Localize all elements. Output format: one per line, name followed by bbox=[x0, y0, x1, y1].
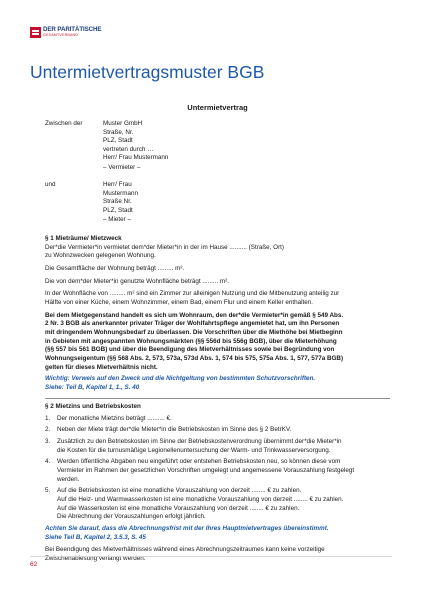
party-address bbox=[103, 181, 138, 225]
paragraph-line: Hälfte von einer Küche, einem Wohnzimmer, einem Bad, einem Flur und einem Keller enthalten. bbox=[45, 298, 313, 306]
address-line: Herr/ Frau Mustermann bbox=[103, 154, 169, 162]
paragraph-line: 2 Nr. 3 BGB als anerkannter privater Träger der Wohlfahrtspflege angemietet hat, um ihn Personen bbox=[45, 320, 340, 328]
list-line: werden. bbox=[57, 475, 80, 483]
used-area-line: Die von dem*der Mieter*in genutzte Wohnfläche beträgt ......... m². bbox=[45, 277, 229, 285]
section-2-list bbox=[45, 415, 390, 523]
list-line: Die Abrechnung der Vorauszahlungen erfolgt jährlich. bbox=[57, 513, 206, 521]
paragraph-line: In der Wohnfläche von ......... m² sind ein Zimmer zur alleinigen Nutzung und die Mitbenutzung anteilig zur bbox=[45, 290, 340, 298]
footer-divider bbox=[30, 556, 392, 557]
page-title: Untermietvertragsmuster BGB bbox=[30, 62, 265, 82]
logo-mark-icon bbox=[30, 27, 41, 38]
list-line: Werden öffentliche Abgaben neu eingeführt oder entstehen Betriebskosten neu, so können diese vom bbox=[57, 458, 341, 466]
list-line: Neben der Miete trägt der*die Mieter*in die Betriebskosten im Sinne des § 2 BetrKV. bbox=[57, 426, 292, 434]
paragraph-line: Der*die Vermieter*in vermietet dem*der Mieter*in in der im Hause .......... (Straße, Ort) bbox=[45, 243, 285, 251]
paragraph-line: Wohnungseigentum (§§ 568 Abs. 2, 573, 573a, 573d Abs. 1, 574 bis 575, 575a Abs. 1, 577, 577a BGB) bbox=[45, 355, 344, 363]
paragraph-line: Zwischenablesung verlangt werden. bbox=[45, 555, 146, 563]
section-divider bbox=[45, 398, 390, 399]
contract-heading: Untermietvertrag bbox=[187, 103, 248, 112]
list-number: 4. bbox=[45, 458, 51, 466]
list-item bbox=[45, 426, 390, 435]
list-item bbox=[45, 487, 390, 522]
address-line: Mustermann bbox=[103, 189, 138, 197]
logo-text bbox=[43, 27, 101, 38]
list-line: Auf die Heiz- und Warmwasserkosten ist eine monatliche Vorauszahlung von derzeit ........ € zu zahlen. bbox=[57, 496, 344, 504]
list-text bbox=[57, 415, 172, 424]
list-number: 2. bbox=[45, 426, 51, 434]
party-label: Zwischen der bbox=[45, 120, 83, 128]
note-line: Achten Sie darauf, dass die Abrechnungsfrist mit der Ihres Hauptmietvertrages übereinstimmt. bbox=[45, 525, 329, 533]
total-area-line: Die Gesamtfläche der Wohnung beträgt ......... m². bbox=[45, 264, 185, 272]
legal-basis-paragraph bbox=[45, 312, 390, 373]
list-item bbox=[45, 415, 390, 424]
contract-body bbox=[45, 103, 390, 564]
section-2-heading: § 2 Mietzins und Betriebskosten bbox=[45, 402, 141, 410]
address-line: Herr/ Frau bbox=[103, 181, 132, 189]
list-line: Auf die Wasserkosten ist eine monatliche Vorauszahlung von derzeit ........ € zu zahlen. bbox=[57, 504, 300, 512]
list-line: Der monatliche Mietzins beträgt .......... €. bbox=[57, 414, 172, 422]
publisher-logo bbox=[30, 27, 101, 38]
logo-main-text: DER PARITÄTISCHE bbox=[43, 26, 102, 33]
list-number: 5. bbox=[45, 487, 51, 495]
logo-sub-text: GESAMTVERBAND bbox=[43, 33, 79, 38]
paragraph-line: mit dringendem Wohnungsbedarf zu überlassen. Die Vorschriften über die Miethöhe bei Mietbeginn bbox=[45, 329, 343, 337]
address-line: Muster GmbH bbox=[103, 120, 143, 128]
address-line: PLZ, Stadt bbox=[103, 206, 133, 214]
party-role: – Vermieter – bbox=[103, 163, 141, 171]
party-landlord bbox=[45, 120, 390, 172]
party-label: und bbox=[45, 181, 56, 189]
list-item bbox=[45, 458, 390, 484]
list-text bbox=[57, 438, 342, 455]
list-line: Auf die Betriebskosten ist eine monatliche Vorauszahlung von derzeit ........ € zu zahlen. bbox=[57, 487, 302, 495]
note-line: Siehe Teil B, Kapitel 2, 3.5.3, S. 45 bbox=[45, 533, 146, 541]
note-line: Wichtig: Verweis auf den Zweck und die Nichtgeltung von bestimmten Schutzvorschriften. bbox=[45, 375, 316, 383]
address-line: PLZ, Stadt bbox=[103, 137, 133, 145]
list-item bbox=[45, 438, 390, 455]
party-tenant bbox=[45, 181, 390, 225]
list-text bbox=[57, 458, 354, 484]
page-number: 62 bbox=[30, 561, 38, 568]
list-number: 1. bbox=[45, 414, 51, 422]
paragraph-line: in Gebieten mit angespannten Wohnungsmärkten (§§ 556d bis 556g BGB), über die Mieterhöhung bbox=[45, 337, 337, 345]
room-usage-paragraph bbox=[45, 290, 390, 307]
list-line: Vermieter im Rahmen der gesetzlichen Vorschriften umgelegt und angemessene Vorauszahlung festgelegt bbox=[57, 466, 355, 474]
list-text bbox=[57, 426, 291, 435]
address-line: Straße Nr. bbox=[103, 198, 132, 206]
list-number: 3. bbox=[45, 437, 51, 445]
list-line: die Kosten für die turnusmäßige Legionellenuntersuchung der Warm- und Trinkwasserversorgung. bbox=[57, 446, 331, 454]
party-role: – Mieter – bbox=[103, 216, 131, 224]
section-1-paragraph bbox=[45, 244, 390, 261]
list-text bbox=[57, 487, 343, 522]
paragraph-line: gelten für dieses Mietverhältnis nicht. bbox=[45, 363, 158, 371]
party-address bbox=[103, 120, 168, 172]
section-1-heading: § 1 Mieträume/ Mietzweck bbox=[45, 234, 122, 242]
address-line: Straße, Nr. bbox=[103, 128, 134, 136]
list-line: Zusätzlich zu den Betriebskosten im Sinne der Betriebskostenverordnung übernimmt der*die Mieter*in bbox=[57, 437, 342, 445]
note-line: Siehe: Teil B, Kapitel 1, 1., S. 40 bbox=[45, 384, 140, 392]
paragraph-line: Bei dem Mietgegenstand handelt es sich um Wohnraum, den der*die Vermieter*in gemäß § 549 Abs. bbox=[45, 311, 344, 319]
paragraph-line: (§§ 557 bis 561 BGB) und über die Beendigung des Mietverhältnisses sowie bei Begründung von bbox=[45, 346, 335, 354]
section-2-note bbox=[45, 525, 390, 542]
paragraph-line: zu Wohnzwecken gelegenen Wohnung. bbox=[45, 252, 156, 260]
address-line: vertreten durch … bbox=[103, 145, 154, 153]
paragraph-line: Bei Beendigung des Mietverhältnisses während eines Abrechnungszeitraumes kann keine vorzeitige bbox=[45, 546, 325, 554]
section-1-note bbox=[45, 375, 390, 392]
